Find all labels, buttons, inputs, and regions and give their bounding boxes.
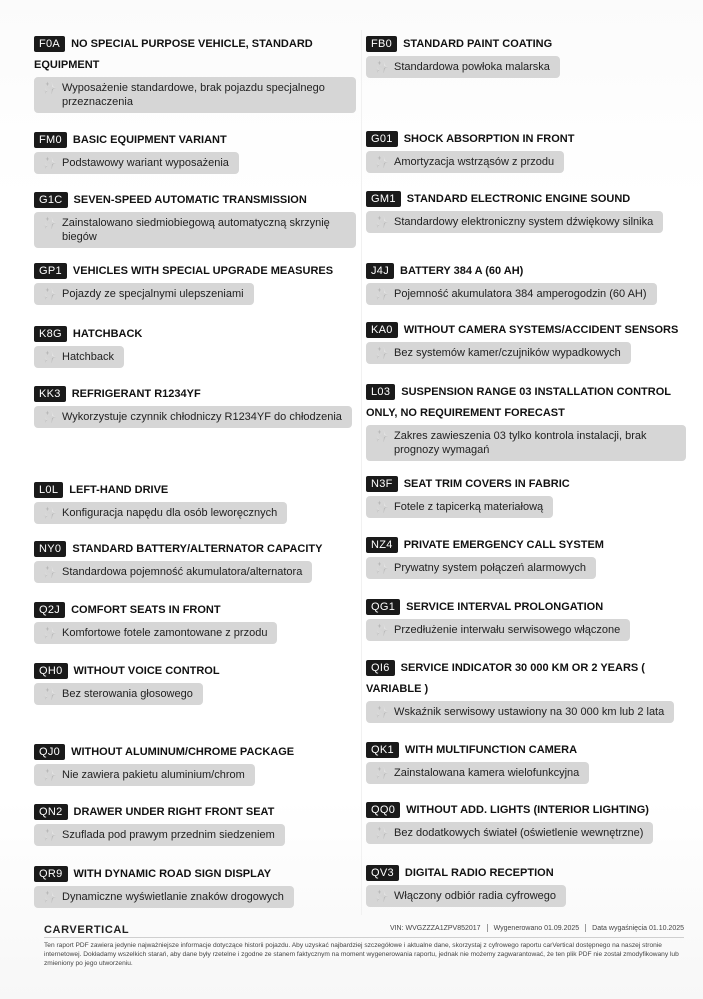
option-code-badge: FM0 xyxy=(34,132,67,148)
equipment-item xyxy=(34,324,356,368)
option-description-text: Bez sterowania głosowego xyxy=(62,688,193,700)
sparkle-icon: ✨ xyxy=(42,410,57,424)
sparkle-icon: ✨ xyxy=(374,155,389,169)
option-title: WITHOUT CAMERA SYSTEMS/ACCIDENT SENSORS xyxy=(403,324,679,336)
option-code-badge: QJ0 xyxy=(34,744,65,760)
sparkle-icon: ✨ xyxy=(42,156,57,170)
option-description xyxy=(366,283,657,305)
option-title: PRIVATE EMERGENCY CALL SYSTEM xyxy=(403,539,604,551)
option-description xyxy=(34,406,352,428)
option-description xyxy=(34,824,285,846)
equipment-item xyxy=(34,661,356,705)
option-description xyxy=(366,425,686,461)
option-code-badge: KK3 xyxy=(34,386,66,402)
sparkle-icon: ✨ xyxy=(374,429,389,443)
equipment-title-line xyxy=(366,34,686,55)
equipment-title-line xyxy=(34,190,356,211)
option-description xyxy=(34,561,312,583)
column-divider xyxy=(361,30,362,915)
sparkle-icon: ✨ xyxy=(374,705,389,719)
equipment-title-line xyxy=(34,539,356,560)
option-description-text: Szuflada pod prawym przednim siedzeniem xyxy=(62,829,275,841)
equipment-title-line xyxy=(366,474,686,495)
option-code-badge: L0L xyxy=(34,482,63,498)
equipment-item xyxy=(34,190,356,248)
equipment-title-line xyxy=(366,800,686,821)
equipment-title-line xyxy=(366,658,686,700)
equipment-item xyxy=(366,382,686,461)
option-description-text: Dynamiczne wyświetlanie znaków drogowych xyxy=(62,891,284,903)
sparkle-icon: ✨ xyxy=(374,215,389,229)
option-description-text: Bez dodatkowych świateł (oświetlenie wewnętrzne) xyxy=(394,827,644,839)
option-description-text: Fotele z tapicerką materiałową xyxy=(394,501,544,513)
option-code-badge: QN2 xyxy=(34,804,68,820)
sparkle-icon: ✨ xyxy=(374,561,389,575)
option-description xyxy=(366,342,631,364)
sparkle-icon: ✨ xyxy=(42,890,57,904)
equipment-item xyxy=(366,129,686,173)
disclaimer-text: Ten raport PDF zawiera jedynie najważniejsze informacje dotyczące historii pojazdu. Aby uzyskać najbardziej szczegółowe i aktualne dane, skorzystaj z cyfrowego raportu carVertical dostępnego na naszej stronie internetowej. Dokładamy wszelkich starań, aby dane były rzetelne i zgodne ze stanem faktycznym na moment wygenerowania raportu, jednak nie możemy zagwarantować, że ten plik PDF nie został zmodyfikowany lub zmieniony po jego utworzeniu. xyxy=(44,942,679,967)
option-description xyxy=(34,502,287,524)
option-description-text: Hatchback xyxy=(62,351,114,363)
option-description-text: Wskaźnik serwisowy ustawiony na 30 000 km lub 2 lata xyxy=(394,706,665,718)
option-title: DIGITAL RADIO RECEPTION xyxy=(404,867,554,879)
sparkle-icon: ✨ xyxy=(42,287,57,301)
option-description-text: Włączony odbiór radia cyfrowego xyxy=(394,890,557,902)
option-description xyxy=(34,212,356,248)
option-code-badge: L03 xyxy=(366,384,395,400)
option-description-text: Podstawowy wariant wyposażenia xyxy=(62,157,229,169)
equipment-item xyxy=(366,189,686,233)
option-title: STANDARD PAINT COATING xyxy=(403,38,553,50)
option-description xyxy=(366,822,653,844)
option-title: NO SPECIAL PURPOSE VEHICLE, STANDARD EQUIPMENT xyxy=(34,38,313,71)
option-code-badge: N3F xyxy=(366,476,398,492)
equipment-title-line xyxy=(34,261,356,282)
option-description-text: Standardowy elektroniczny system dźwiękowy silnika xyxy=(394,216,654,228)
option-code-badge: QH0 xyxy=(34,663,68,679)
equipment-item xyxy=(34,600,356,644)
option-description-text: Standardowa powłoka malarska xyxy=(394,61,550,73)
option-description-text: Amortyzacja wstrząsów z przodu xyxy=(394,156,555,168)
footer-divider xyxy=(44,937,684,938)
equipment-item xyxy=(366,535,686,579)
sparkle-icon: ✨ xyxy=(42,350,57,364)
option-description-text: Prywatny system połączeń alarmowych xyxy=(394,562,586,574)
sparkle-icon: ✨ xyxy=(42,687,57,701)
vin-number: VIN: WVGZZZA1ZPV852017 xyxy=(389,924,481,932)
equipment-title-line xyxy=(34,384,356,405)
option-code-badge: QI6 xyxy=(366,660,395,676)
equipment-title-line xyxy=(366,535,686,556)
option-description xyxy=(366,557,596,579)
option-title: STANDARD BATTERY/ALTERNATOR CAPACITY xyxy=(72,543,323,555)
equipment-item xyxy=(34,261,356,305)
option-code-badge: Q2J xyxy=(34,602,65,618)
option-description-text: Zakres zawieszenia 03 tylko kontrola instalacji, brak prognozy wymagań xyxy=(394,430,647,456)
sparkle-icon: ✨ xyxy=(374,287,389,301)
equipment-item xyxy=(34,539,356,583)
option-description-text: Wykorzystuje czynnik chłodniczy R1234YF do chłodzenia xyxy=(62,411,342,423)
option-code-badge: KA0 xyxy=(366,322,398,338)
option-title: WITH DYNAMIC ROAD SIGN DISPLAY xyxy=(73,868,272,880)
option-description-text: Wyposażenie standardowe, brak pojazdu specjalnego przeznaczenia xyxy=(62,82,325,108)
equipment-item xyxy=(34,130,356,174)
option-title: WITHOUT ALUMINUM/CHROME PACKAGE xyxy=(71,746,295,758)
option-title: BASIC EQUIPMENT VARIANT xyxy=(72,134,227,146)
equipment-title-line xyxy=(366,261,686,282)
option-description xyxy=(366,762,589,784)
option-description-text: Bez systemów kamer/czujników wypadkowych xyxy=(394,347,621,359)
option-description-text: Zainstalowana kamera wielofunkcyjna xyxy=(394,767,580,779)
equipment-item xyxy=(366,800,686,844)
option-code-badge: NY0 xyxy=(34,541,66,557)
option-description xyxy=(366,496,553,518)
equipment-item xyxy=(34,742,356,786)
sparkle-icon: ✨ xyxy=(42,216,57,230)
equipment-title-line xyxy=(34,480,356,501)
option-title: WITHOUT VOICE CONTROL xyxy=(73,665,220,677)
option-code-badge: QR9 xyxy=(34,866,68,882)
sparkle-icon: ✨ xyxy=(42,81,57,95)
option-title: VEHICLES WITH SPECIAL UPGRADE MEASURES xyxy=(72,265,334,277)
option-code-badge: QG1 xyxy=(366,599,400,615)
option-description xyxy=(366,56,560,78)
equipment-item xyxy=(366,658,686,723)
equipment-title-line xyxy=(366,382,686,424)
report-meta xyxy=(390,924,684,932)
equipment-title-line xyxy=(366,597,686,618)
equipment-title-line xyxy=(34,864,356,885)
equipment-item xyxy=(34,802,356,846)
equipment-title-line xyxy=(366,740,686,761)
option-title: SERVICE INTERVAL PROLONGATION xyxy=(406,601,604,613)
equipment-item xyxy=(366,320,686,364)
equipment-title-line xyxy=(366,320,686,341)
report-footer xyxy=(44,924,684,968)
option-title: SEVEN-SPEED AUTOMATIC TRANSMISSION xyxy=(73,194,307,206)
option-description-text: Pojemność akumulatora 384 amperogodzin (60 AH) xyxy=(394,288,647,300)
sparkle-icon: ✨ xyxy=(42,828,57,842)
equipment-title-line xyxy=(366,863,686,884)
option-title: WITH MULTIFUNCTION CAMERA xyxy=(404,744,578,756)
sparkle-icon: ✨ xyxy=(374,346,389,360)
option-code-badge: QQ0 xyxy=(366,802,400,818)
equipment-item xyxy=(34,864,356,908)
brand-logo: CARVERTICAL xyxy=(44,924,130,936)
option-title: SUSPENSION RANGE 03 INSTALLATION CONTROL ONLY, NO REQUIREMENT FORECAST xyxy=(366,386,671,419)
sparkle-icon: ✨ xyxy=(42,626,57,640)
option-title: SERVICE INDICATOR 30 000 KM OR 2 YEARS ( VARIABLE ) xyxy=(366,662,645,695)
option-title: STANDARD ELECTRONIC ENGINE SOUND xyxy=(406,193,631,205)
option-title: SEAT TRIM COVERS IN FABRIC xyxy=(403,478,570,490)
equipment-item xyxy=(366,740,686,784)
option-title: REFRIGERANT R1234YF xyxy=(71,388,201,400)
equipment-title-line xyxy=(34,742,356,763)
option-title: SHOCK ABSORPTION IN FRONT xyxy=(403,133,575,145)
sparkle-icon: ✨ xyxy=(374,889,389,903)
option-code-badge: K8G xyxy=(34,326,67,342)
option-description-text: Zainstalowano siedmiobiegową automatyczną skrzynię biegów xyxy=(62,217,330,243)
sparkle-icon: ✨ xyxy=(42,565,57,579)
sparkle-icon: ✨ xyxy=(42,506,57,520)
option-description xyxy=(34,886,294,908)
option-code-badge: GM1 xyxy=(366,191,401,207)
equipment-title-line xyxy=(366,189,686,210)
expiry-date: Data wygaśnięcia 01.10.2025 xyxy=(592,924,684,932)
equipment-item xyxy=(34,384,356,428)
option-description xyxy=(366,211,663,233)
option-description-text: Standardowa pojemność akumulatora/alternatora xyxy=(62,566,303,578)
option-description xyxy=(34,152,239,174)
option-description-text: Nie zawiera pakietu aluminium/chrom xyxy=(62,769,245,781)
option-code-badge: G01 xyxy=(366,131,398,147)
option-code-badge: FB0 xyxy=(366,36,397,52)
option-code-badge: QV3 xyxy=(366,865,399,881)
option-title: DRAWER UNDER RIGHT FRONT SEAT xyxy=(73,806,275,818)
option-description xyxy=(34,683,203,705)
sparkle-icon: ✨ xyxy=(374,623,389,637)
equipment-title-line xyxy=(34,130,356,151)
option-description xyxy=(366,151,564,173)
sparkle-icon: ✨ xyxy=(42,768,57,782)
equipment-title-line xyxy=(34,34,356,76)
option-code-badge: GP1 xyxy=(34,263,67,279)
option-description xyxy=(34,346,124,368)
option-title: COMFORT SEATS IN FRONT xyxy=(71,604,221,616)
equipment-title-line xyxy=(366,129,686,150)
equipment-item xyxy=(366,261,686,305)
option-title: HATCHBACK xyxy=(72,328,143,340)
option-title: BATTERY 384 A (60 AH) xyxy=(400,265,524,277)
option-description xyxy=(34,283,254,305)
option-description xyxy=(34,764,255,786)
option-code-badge: F0A xyxy=(34,36,65,52)
option-description xyxy=(34,77,356,113)
equipment-item xyxy=(34,34,356,113)
option-description xyxy=(34,622,277,644)
option-title: WITHOUT ADD. LIGHTS (INTERIOR LIGHTING) xyxy=(406,804,649,816)
equipment-item xyxy=(366,597,686,641)
option-description-text: Konfiguracja napędu dla osób leworęcznych xyxy=(62,507,278,519)
equipment-title-line xyxy=(34,802,356,823)
sparkle-icon: ✨ xyxy=(374,500,389,514)
option-title: LEFT-HAND DRIVE xyxy=(69,484,169,496)
sparkle-icon: ✨ xyxy=(374,826,389,840)
generated-date: Wygenerowano 01.09.2025 xyxy=(493,924,580,932)
equipment-title-line xyxy=(34,600,356,621)
option-code-badge: QK1 xyxy=(366,742,399,758)
option-code-badge: G1C xyxy=(34,192,68,208)
option-description-text: Pojazdy ze specjalnymi ulepszeniami xyxy=(62,288,244,300)
option-description xyxy=(366,619,630,641)
option-description-text: Przedłużenie interwału serwisowego włączone xyxy=(394,624,621,636)
option-description xyxy=(366,885,566,907)
option-description xyxy=(366,701,674,723)
option-code-badge: NZ4 xyxy=(366,537,398,553)
equipment-title-line xyxy=(34,324,356,345)
option-code-badge: J4J xyxy=(366,263,394,279)
equipment-item xyxy=(34,480,356,524)
equipment-title-line xyxy=(34,661,356,682)
equipment-item xyxy=(366,34,686,78)
equipment-item xyxy=(366,474,686,518)
option-description-text: Komfortowe fotele zamontowane z przodu xyxy=(62,627,268,639)
sparkle-icon: ✨ xyxy=(374,766,389,780)
sparkle-icon: ✨ xyxy=(374,60,389,74)
equipment-item xyxy=(366,863,686,907)
